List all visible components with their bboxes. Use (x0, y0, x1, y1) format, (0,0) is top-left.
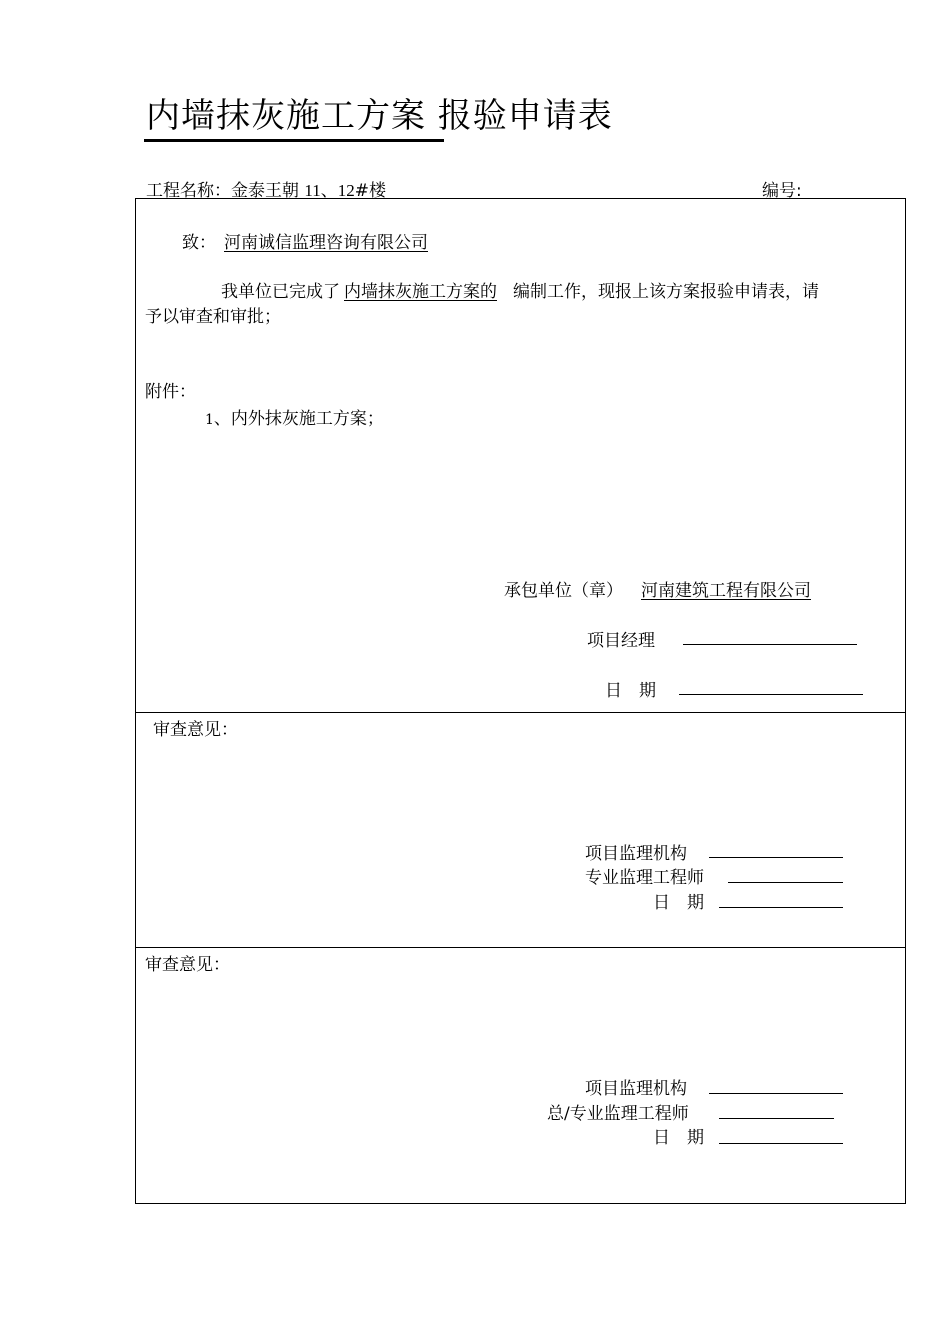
statement-scheme-name: 内墙抹灰施工方案的 (344, 282, 497, 302)
attachment-label: 附件： (145, 382, 196, 402)
project-manager-signature-line (683, 644, 857, 645)
supervision-review-section (135, 712, 906, 948)
contractor-row (504, 576, 821, 601)
chief-org-label: 项目监理机构 (585, 1079, 687, 1099)
project-manager-label: 项目经理 (587, 631, 655, 651)
application-date-line (679, 694, 863, 695)
recipient-label: 致： (182, 233, 216, 253)
statement-line-2: 予以审查和审批； (145, 307, 281, 327)
supervision-org-line (709, 857, 843, 858)
supervision-date-label: 日 期 (653, 893, 704, 913)
supervision-opinion-label: 审查意见： (153, 720, 238, 740)
document-number-label: 编号: (762, 181, 802, 201)
recipient-value: 河南诚信监理咨询有限公司 (224, 233, 428, 253)
specialist-engineer-line (728, 882, 843, 883)
recipient-row (182, 228, 446, 253)
application-section (135, 198, 906, 713)
attachment-item (205, 404, 384, 429)
chief-date-label: 日 期 (653, 1128, 704, 1148)
contractor-label: 承包单位（章） (504, 581, 623, 601)
project-building-numbers: 11、12 (304, 181, 355, 200)
specialist-engineer-label: 专业监理工程师 (585, 868, 704, 888)
application-date-label: 日 期 (605, 681, 656, 701)
chief-org-line (709, 1093, 843, 1094)
statement-prefix: 我单位已完成了 (221, 282, 340, 302)
attachment-item-text: 、内外抹灰施工方案； (213, 409, 384, 429)
supervision-date-line (719, 907, 843, 908)
chief-opinion-label: 审查意见： (145, 955, 230, 975)
contractor-value: 河南建筑工程有限公司 (641, 581, 811, 601)
title-underline (144, 139, 444, 142)
supervision-org-label: 项目监理机构 (585, 844, 687, 864)
chief-review-section (135, 947, 906, 1204)
chief-engineer-label: 总/专业监理工程师 (547, 1104, 689, 1124)
statement-suffix: 编制工作，现报上该方案报验申请表，请 (513, 282, 819, 302)
project-name-label: 工程名称：金泰王朝 (146, 181, 299, 201)
page-title: 内墙抹灰施工方案 报验申请表 (146, 96, 613, 136)
statement-line-1 (221, 277, 819, 302)
chief-date-line (719, 1143, 843, 1144)
attachment-item-number: 1 (205, 412, 214, 428)
chief-engineer-line (719, 1118, 834, 1119)
project-building-suffix: #楼 (354, 181, 387, 201)
